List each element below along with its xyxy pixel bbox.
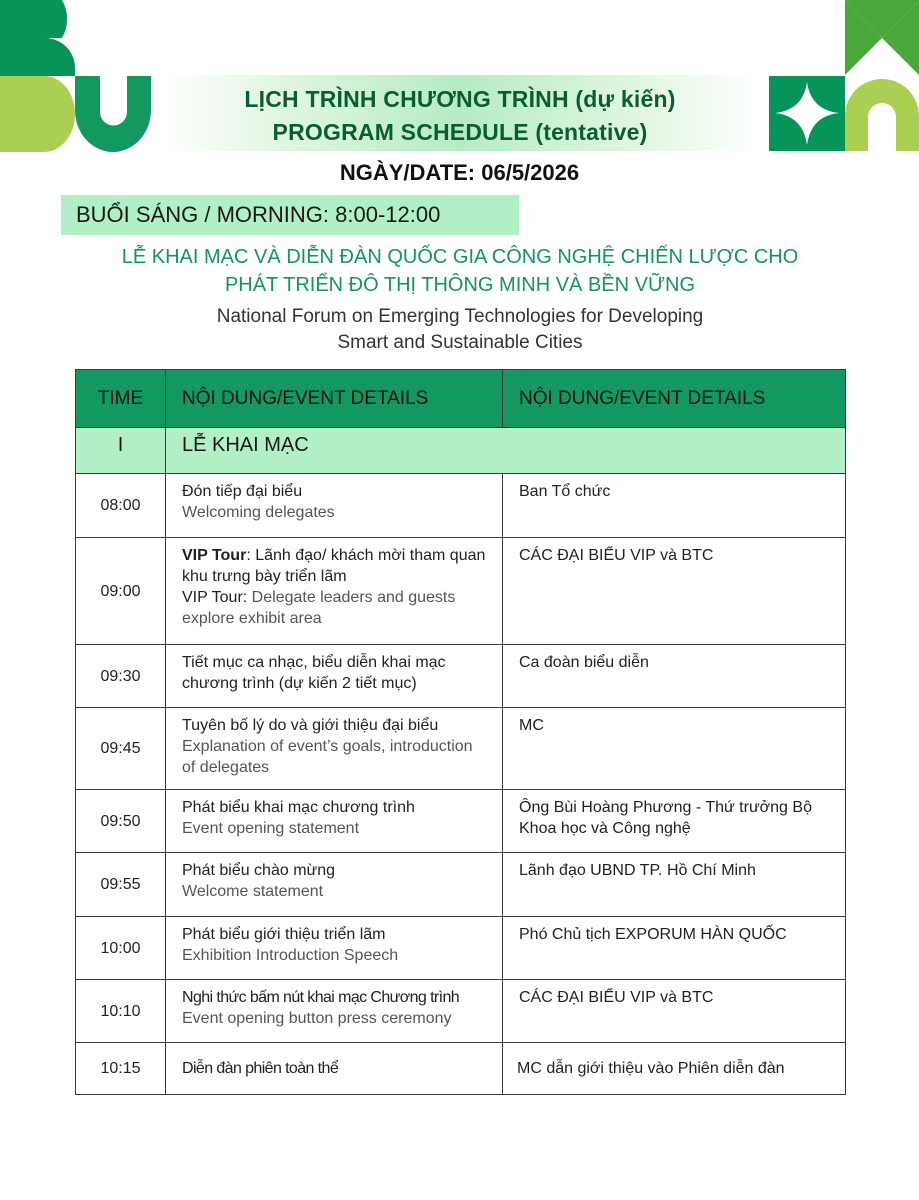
row-organizer: Ca đoàn biểu diễn [503, 645, 846, 708]
row-organizer: CÁC ĐẠI BIỂU VIP và BTC [503, 980, 846, 1043]
row-time: 09:50 [76, 790, 166, 853]
row-details-en: Welcoming delegates [182, 504, 335, 521]
row-details-vi: Đón tiếp đại biểu [182, 483, 303, 500]
row-details [166, 980, 503, 1043]
row-organizer: Ông Bùi Hoàng Phương - Thứ trưởng Bộ Khoa học và Công nghệ [503, 790, 846, 853]
row-details [166, 708, 503, 790]
row-details-en [182, 587, 486, 629]
row-details-vi: Nghi thức bấm nút khai mạc Chương trình [182, 989, 460, 1006]
header-details-2: NỘI DUNG/EVENT DETAILS [503, 370, 846, 428]
row-time: 10:00 [76, 917, 166, 980]
row-details-vi-bold: VIP Tour [182, 547, 247, 564]
row-details-en-prefix: VIP Tour: [182, 589, 248, 606]
table-row [76, 980, 846, 1043]
row-details [166, 1043, 503, 1095]
section-title: LỄ KHAI MẠC [166, 428, 846, 474]
row-organizer: MC dẫn giới thiệu vào Phiên diễn đàn [503, 1043, 846, 1095]
bu-logo-icon [0, 0, 152, 152]
row-details-en-rest: Delegate leaders and guests explore exhibit area [182, 589, 456, 627]
row-organizer: CÁC ĐẠI BIỂU VIP và BTC [503, 538, 846, 645]
row-details-en: Event opening statement [182, 820, 360, 837]
table-row [76, 474, 846, 538]
row-details-en: Explanation of event’s goals, introduction of delegates [182, 738, 473, 776]
table-row [76, 853, 846, 917]
row-details-vi-rest: : Lãnh đạo/ khách mời tham quan khu trưng bày triển lãm [182, 547, 486, 585]
forum-title-en-line1: National Forum on Emerging Technologies for Developing [216, 306, 704, 327]
page-title-en: PROGRAM SCHEDULE (tentative) [272, 119, 648, 145]
row-time: 09:30 [76, 645, 166, 708]
forum-title-vi [40, 243, 880, 299]
row-details-vi: Phát biểu giới thiệu triển lãm [182, 926, 386, 943]
row-details-vi [182, 545, 486, 587]
row-time: 10:15 [76, 1043, 166, 1095]
row-details [166, 645, 503, 708]
header-time: TIME [76, 370, 166, 428]
table-row [76, 790, 846, 853]
forum-title-vi-line1: LỄ KHAI MẠC VÀ DIỄN ĐÀN QUỐC GIA CÔNG NGHỆ CHIẾN LƯỢC CHO [121, 246, 799, 268]
table-header-row [76, 370, 846, 428]
forum-title-vi-line2: PHÁT TRIỂN ĐÔ THỊ THÔNG MINH VÀ BỀN VỮNG [224, 274, 696, 296]
row-details-vi: Tuyên bố lý do và giới thiệu đại biểu [182, 717, 439, 734]
row-organizer: Lãnh đạo UBND TP. Hồ Chí Minh [503, 853, 846, 917]
table-row [76, 645, 846, 708]
row-organizer: Phó Chủ tịch EXPORUM HÀN QUỐC [503, 917, 846, 980]
row-details-vi: Tiết mục ca nhạc, biểu diễn khai mạc chương trình (dự kiến 2 tiết mục) [182, 654, 446, 692]
row-details [166, 917, 503, 980]
page-title-vi: LỊCH TRÌNH CHƯƠNG TRÌNH (dự kiến) [244, 86, 676, 112]
row-organizer: Ban Tổ chức [503, 474, 846, 538]
row-details-en: Exhibition Introduction Speech [182, 947, 399, 964]
schedule-table [75, 369, 846, 1095]
event-date: NGÀY/DATE: 06/5/2026 [339, 160, 580, 185]
row-time: 09:45 [76, 708, 166, 790]
table-row [76, 1043, 846, 1095]
row-details-vi: Phát biểu chào mừng [182, 862, 336, 879]
header-details: NỘI DUNG/EVENT DETAILS [166, 370, 503, 428]
row-details-vi: Diễn đàn phiên toàn thể [182, 1060, 339, 1077]
forum-title-en [40, 304, 880, 356]
row-details-en: Event opening button press ceremony [182, 1010, 452, 1027]
table-row [76, 538, 846, 645]
section-row [76, 428, 846, 474]
row-details [166, 853, 503, 917]
row-time: 09:00 [76, 538, 166, 645]
table-row [76, 917, 846, 980]
row-details [166, 538, 503, 645]
session-label: BUỔI SÁNG / MORNING: 8:00-12:00 [61, 195, 519, 235]
row-details-vi: Phát biểu khai mạc chương trình [182, 799, 415, 816]
forum-title-en-line2: Smart and Sustainable Cities [337, 332, 583, 353]
row-time: 10:10 [76, 980, 166, 1043]
table-row [76, 708, 846, 790]
row-time: 09:55 [76, 853, 166, 917]
row-details [166, 790, 503, 853]
row-details-en: Welcome statement [182, 883, 324, 900]
row-organizer: MC [503, 708, 846, 790]
row-time: 08:00 [76, 474, 166, 538]
section-number: I [76, 428, 166, 474]
row-details [166, 474, 503, 538]
star-arch-logo-icon [769, 0, 919, 152]
